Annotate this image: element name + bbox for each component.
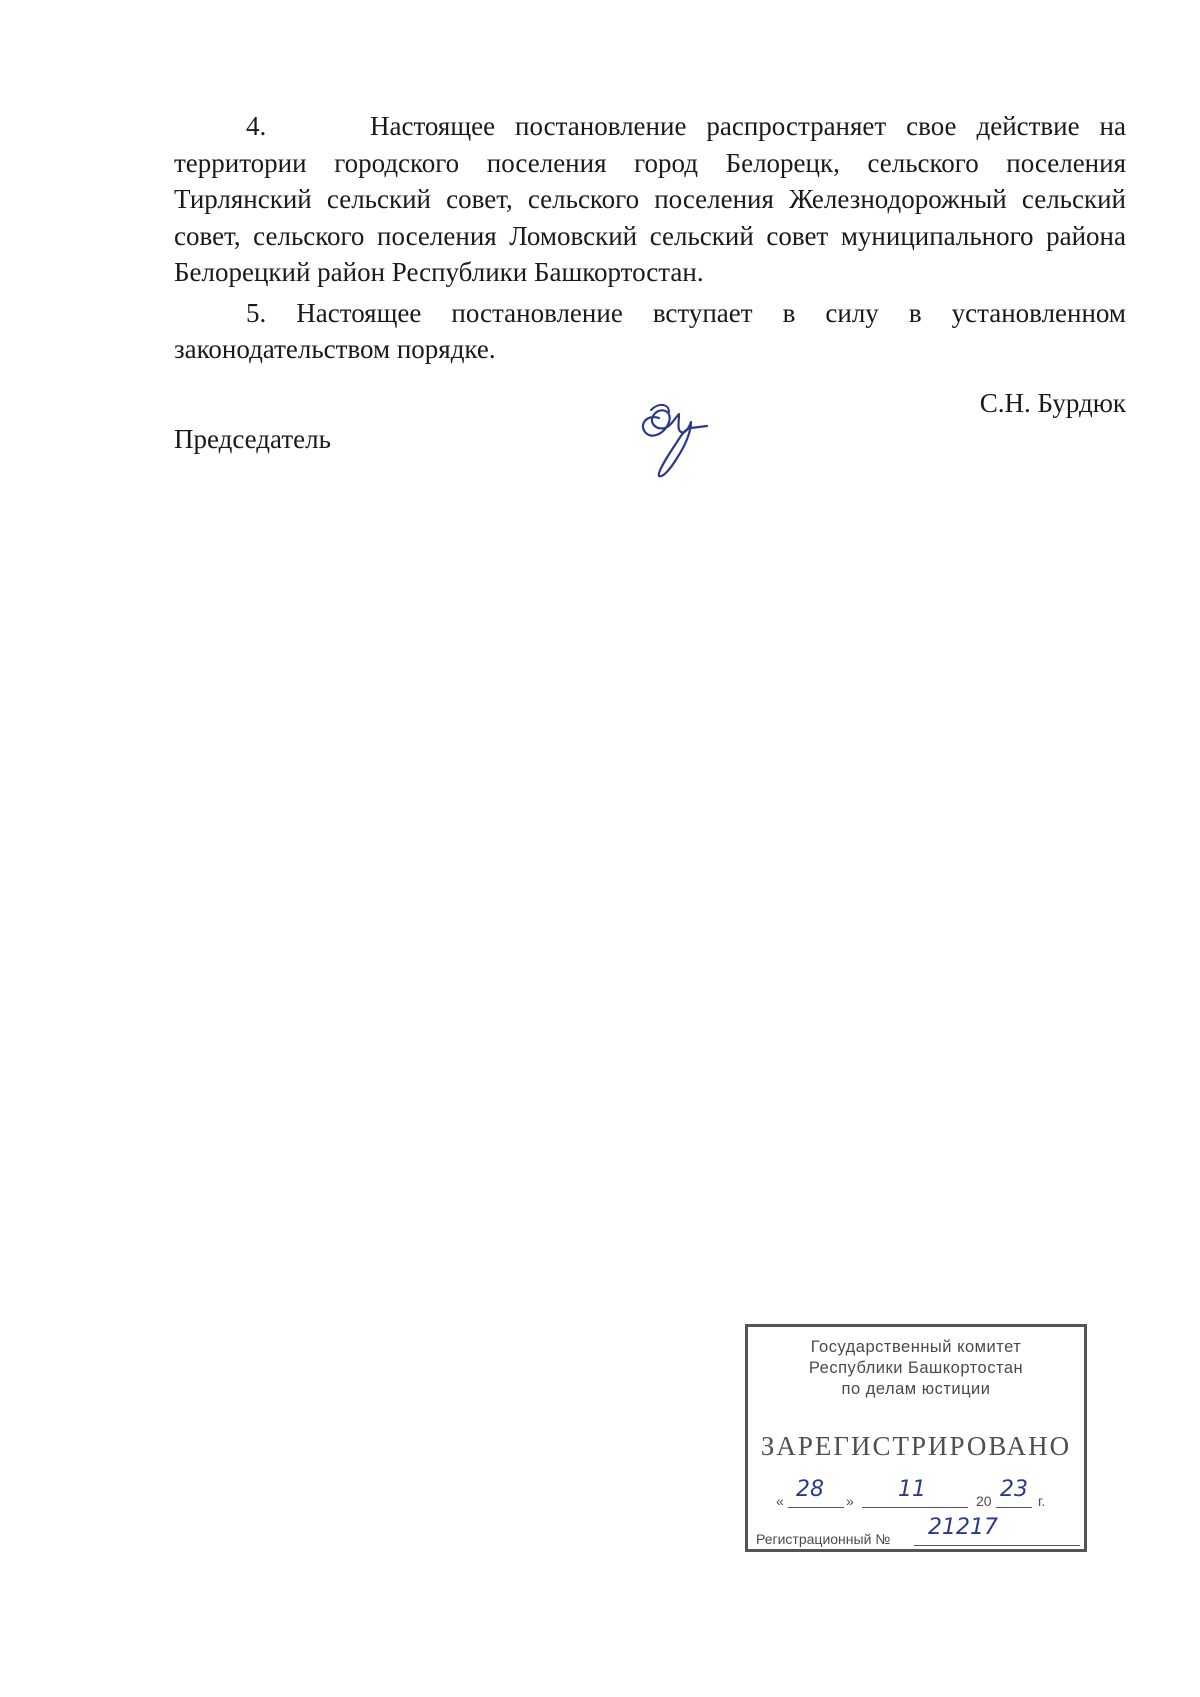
signer-name: С.Н. Бурдюк [979, 388, 1126, 418]
stamp-year-line [996, 1507, 1032, 1508]
stamp-month-line [862, 1507, 968, 1508]
stamp-registration [756, 1515, 1086, 1549]
stamp-title: ЗАРЕГИСТРИРОВАНО [760, 1431, 1072, 1461]
stamp-day-line [788, 1507, 844, 1508]
paragraph-4-number: 4. [246, 111, 267, 141]
paragraph-4 [174, 108, 1126, 291]
stamp-open-quote: « [776, 1493, 784, 1509]
stamp-org-line: по делам юстиции [841, 1380, 991, 1398]
handwritten-signature-icon [629, 388, 719, 480]
stamp-year-prefix: 20 [976, 1493, 992, 1509]
paragraph-4-text: Настоящее постановление распространяет свое действие на территории городского поселения город Белорецк, сельского поселения Тирлянский сельский совет, сельского поселения Железнодорожный сельский совет, сельского поселения Ломовский сельский совет муниципального района Белорецкий район Республики Башкортостан. [174, 111, 1126, 287]
stamp-close-quote: » [846, 1493, 854, 1509]
stamp-reg-label: Регистрационный № [756, 1531, 891, 1547]
signature-row [174, 388, 1126, 488]
stamp-org-line: Республики Башкортостан [808, 1359, 1024, 1377]
stamp-year-suffix: 23 [1000, 1477, 1028, 1502]
registration-stamp [745, 1324, 1087, 1552]
stamp-date [776, 1477, 1076, 1513]
stamp-year-mark: г. [1038, 1493, 1046, 1509]
stamp-organization [748, 1337, 1084, 1400]
signer-title: Председатель [174, 424, 331, 454]
stamp-day: 28 [796, 1477, 824, 1502]
stamp-org-line: Государственный комитет [810, 1338, 1022, 1356]
stamp-reg-line [914, 1545, 1080, 1546]
document-body [174, 108, 1126, 368]
stamp-month: 11 [898, 1477, 926, 1502]
stamp-reg-number: 21217 [928, 1515, 998, 1540]
paragraph-5: 5. Настоящее постановление вступает в силу в установленном законодательством порядке. [174, 297, 1126, 364]
